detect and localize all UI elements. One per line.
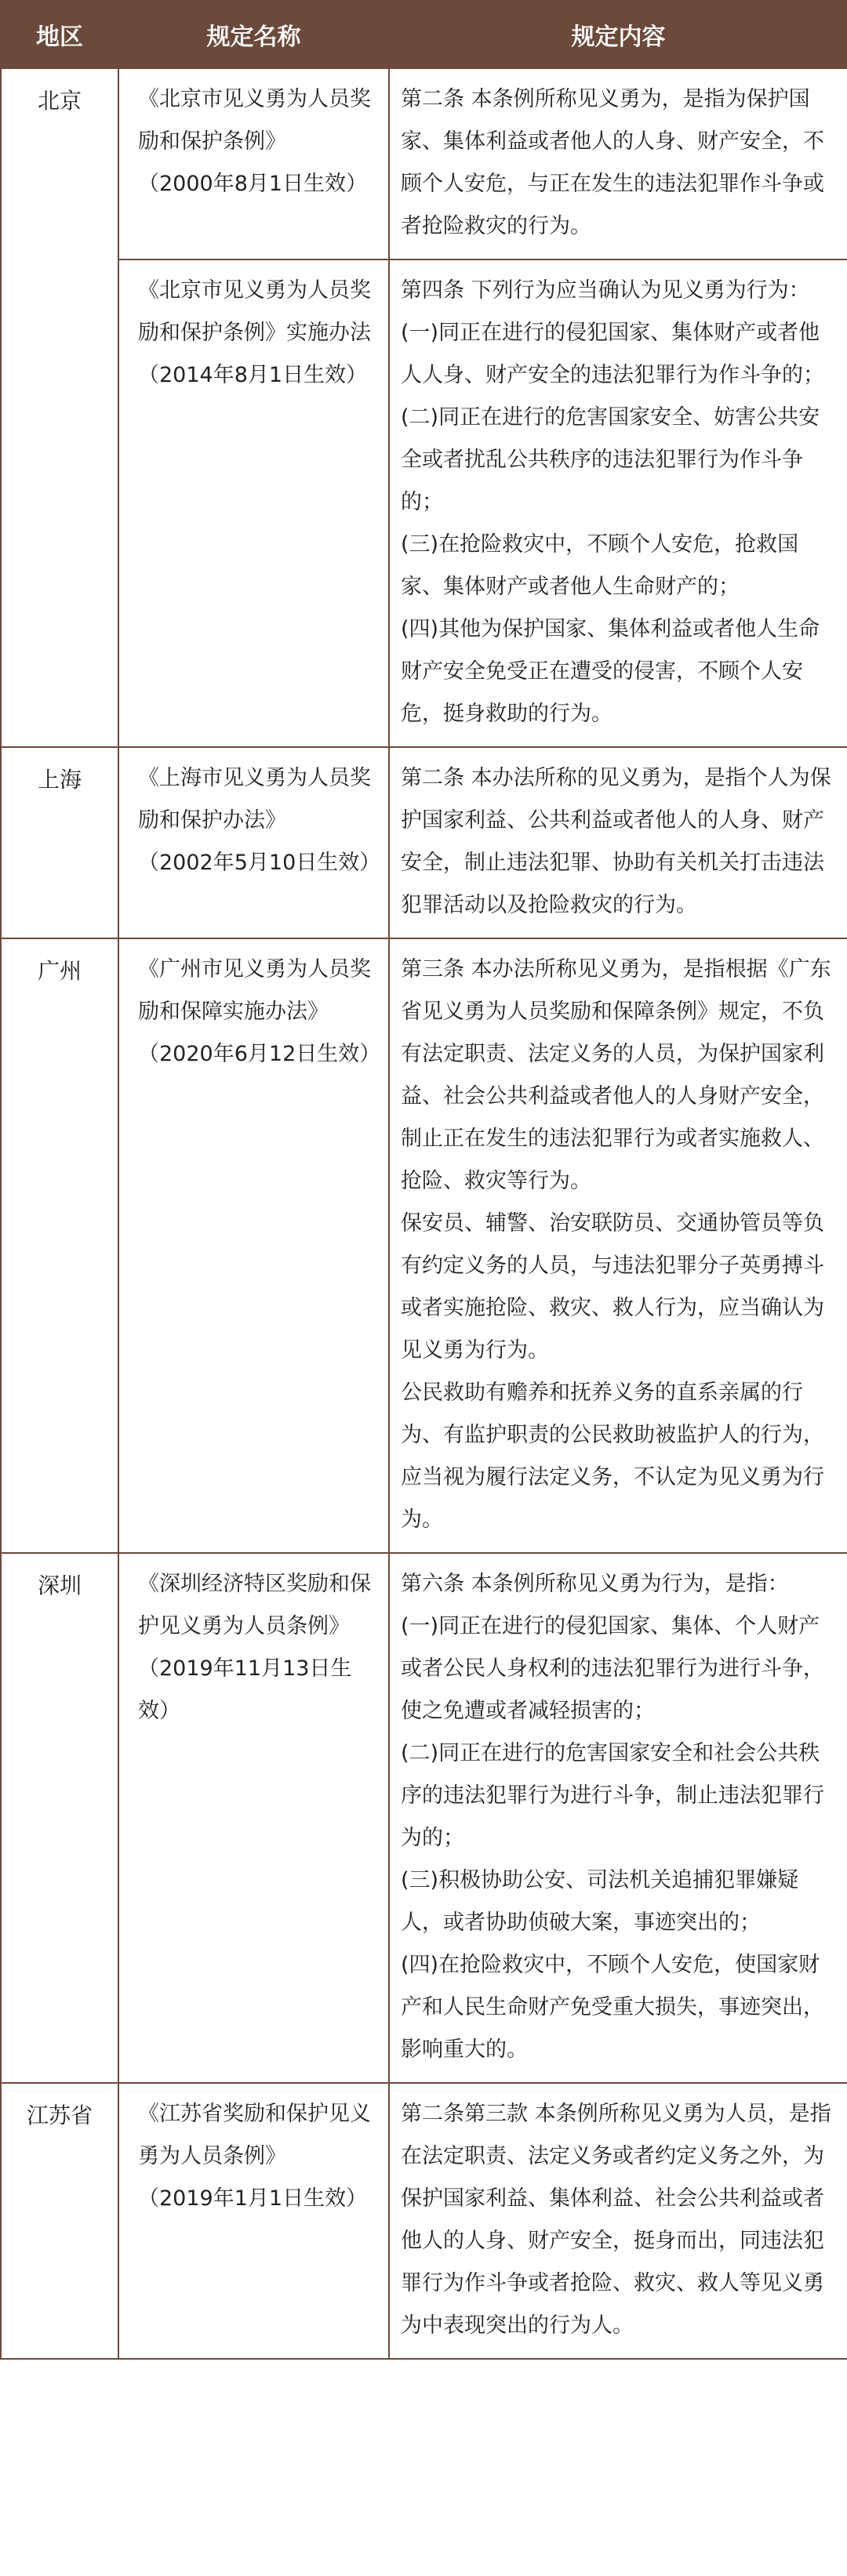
content-paragraph: (四)在抢险救灾中，不顾个人安危，使国家财产和人民生命财产免受重大损失，事迹突出，影响重大的。 [401, 1953, 824, 2062]
header-region: 地区 [1, 1, 118, 68]
regulation-name: 《江苏省奖励和保护见义勇为人员条例》 [138, 2102, 371, 2168]
table-row [1, 259, 847, 747]
content-paragraph: 保安员、辅警、治安联防员、交通协管员等负有约定义务的人员，与违法犯罪分子英勇搏斗或者实施抢险、救灾、救人行为，应当确认为见义勇为行为。 [401, 1211, 824, 1362]
content-paragraph: 第二条 本办法所称的见义勇为，是指个人为保护国家利益、公共利益或者他人的人身、财产安全，制止违法犯罪、协助有关机关打击违法犯罪活动以及抢险救灾的行为。 [401, 766, 831, 917]
table-row [1, 938, 847, 1553]
table-row [1, 1553, 847, 2083]
regulation-content-cell [389, 747, 847, 938]
content-paragraph: 公民救助有赡养和抚养义务的直系亲属的行为、有监护职责的公民救助被监护人的行为，应当视为履行法定义务，不认定为见义勇为行为。 [401, 1381, 824, 1532]
regulation-name: 《深圳经济特区奖励和保护见义勇为人员条例》 [138, 1572, 371, 1638]
region-cell: 江苏省 [1, 2083, 118, 2359]
regulation-content-cell [389, 259, 847, 747]
content-paragraph: (一)同正在进行的侵犯国家、集体、个人财产或者公民人身权利的违法犯罪行为进行斗争，使之免遭或者减轻损害的； [401, 1614, 824, 1723]
effective-date: （2000年8月1日生效） [138, 172, 368, 196]
regulation-content-cell [389, 1553, 847, 2083]
regulation-name: 《北京市见义勇为人员奖励和保护条例》实施办法（2014年8月1日生效） [138, 278, 371, 387]
regulation-content-cell [389, 938, 847, 1553]
regulation-name-cell [118, 2083, 389, 2359]
region-cell: 深圳 [1, 1553, 118, 2083]
effective-date: （2002年5月10日生效） [138, 851, 381, 875]
content-paragraph: 第四条 下列行为应当确认为见义勇为行为： [401, 278, 810, 303]
content-paragraph: 第六条 本条例所称见义勇为行为，是指： [401, 1572, 789, 1596]
region-cell: 广州 [1, 938, 118, 1553]
region-cell: 上海 [1, 747, 118, 938]
region-cell: 北京 [1, 68, 118, 747]
content-paragraph: (三)积极协助公安、司法机关追捕犯罪嫌疑人，或者协助侦破大案，事迹突出的； [401, 1868, 799, 1935]
content-paragraph: 第二条第三款 本条例所称见义勇为人员，是指在法定职责、法定义务或者约定义务之外，为保护国家利益、集体利益、社会公共利益或者他人的人身、财产安全，挺身而出，同违法犯罪行为作斗争或者抢险、救灾、救人等见义勇为中表现突出的行为人。 [401, 2102, 831, 2338]
table-row [1, 68, 847, 259]
regulation-name-cell [118, 68, 389, 259]
content-paragraph: (二)同正在进行的危害国家安全和社会公共秩序的违法犯罪行为进行斗争，制止违法犯罪行为的； [401, 1741, 824, 1850]
regulation-name: 《广州市见义勇为人员奖励和保障实施办法》 [138, 957, 371, 1024]
header-content: 规定内容 [389, 1, 847, 68]
table-row [1, 747, 847, 938]
effective-date: （2020年6月12日生效） [138, 1042, 381, 1066]
table-body [1, 68, 847, 2359]
table-row [1, 2083, 847, 2359]
regulation-name: 《北京市见义勇为人员奖励和保护条例》 [138, 87, 371, 154]
content-paragraph: (四)其他为保护国家、集体利益或者他人生命财产安全免受正在遭受的侵害，不顾个人安危，挺身救助的行为。 [401, 617, 820, 726]
regulation-content-cell [389, 68, 847, 259]
effective-date: （2019年1月1日生效） [138, 2186, 368, 2211]
content-paragraph: (三)在抢险救灾中，不顾个人安危，抢救国家、集体财产或者他人生命财产的； [401, 532, 799, 599]
regulation-name-cell [118, 1553, 389, 2083]
effective-date: （2019年11月13日生效） [138, 1656, 352, 1723]
content-paragraph: 第三条 本办法所称见义勇为，是指根据《广东省见义勇为人员奖励和保障条例》规定，不负有法定职责、法定义务的人员，为保护国家利益、社会公共利益或者他人的人身财产安全，制止正在发生的违法犯罪行为或者实施救人、抢险、救灾等行为。 [401, 957, 831, 1193]
regulation-name-cell [118, 938, 389, 1553]
header-name: 规定名称 [118, 1, 389, 68]
content-paragraph: 第二条 本条例所称见义勇为，是指为保护国家、集体利益或者他人的人身、财产安全，不顾个人安危，与正在发生的违法犯罪作斗争或者抢险救灾的行为。 [401, 87, 824, 238]
table-header [1, 1, 847, 68]
regulation-content-cell [389, 2083, 847, 2359]
content-paragraph: (一)同正在进行的侵犯国家、集体财产或者他人人身、财产安全的违法犯罪行为作斗争的； [401, 321, 824, 387]
regulation-name-cell [118, 747, 389, 938]
regulation-name-cell [118, 259, 389, 747]
content-paragraph: (二)同正在进行的危害国家安全、妨害公共安全或者扰乱公共秩序的违法犯罪行为作斗争的； [401, 405, 820, 514]
regulation-name: 《上海市见义勇为人员奖励和保护办法》 [138, 766, 371, 833]
